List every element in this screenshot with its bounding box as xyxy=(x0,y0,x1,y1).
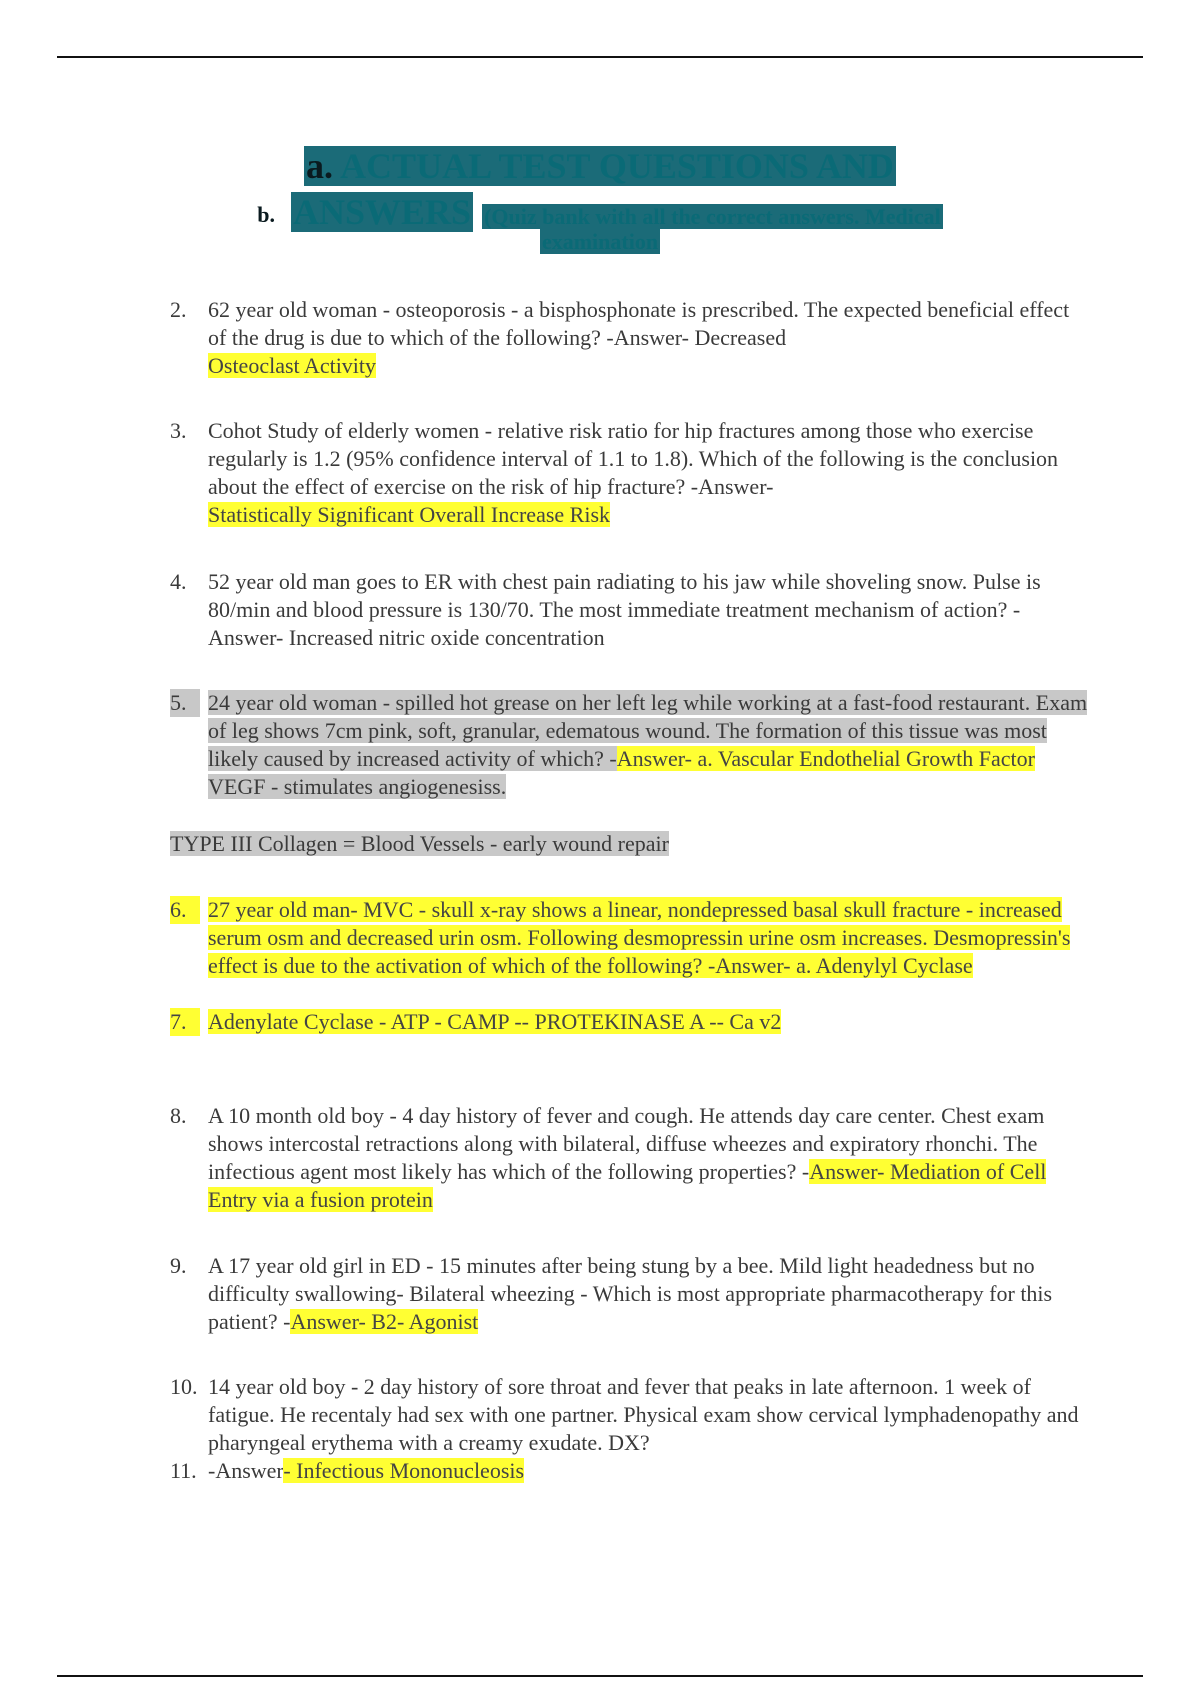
question-number: 9. xyxy=(170,1253,187,1278)
question-item xyxy=(170,689,1090,801)
answer-highlight: Answer- B2- Agonist xyxy=(290,1309,479,1334)
question-item xyxy=(170,1252,1090,1336)
top-rule xyxy=(57,56,1143,58)
question-number: 6. xyxy=(170,896,200,924)
question-number: 11. xyxy=(170,1458,197,1483)
title-answers: ANSWERS xyxy=(293,192,472,232)
question-number: 5. xyxy=(170,689,200,717)
question-item xyxy=(170,896,1090,980)
question-item xyxy=(170,1457,1090,1485)
question-number: 10. xyxy=(170,1374,198,1399)
question-text: 14 year old boy - 2 day history of sore throat and fever that peaks in late afternoon. 1 week of fatigue. He recentaly had sex with one partner. Physical exam show cervical lymphadenopathy and pharyngeal erythema with a creamy exudate. DX? xyxy=(208,1374,1079,1455)
question-text: 27 year old man- MVC - skull x-ray shows a linear, nondepressed basal skull fracture - increased serum osm and decreased urin osm. Following desmopressin urine osm increases. Desmopressin's effect is due to the activation of which of the following? -Answer- a. Adenylyl Cyclase xyxy=(208,897,1071,978)
answer-note: VEGF - stimulates angiogenesiss. xyxy=(208,774,507,799)
question-text: Adenylate Cyclase - ATP - CAMP -- PROTEKINASE A -- Ca v2 xyxy=(208,1009,782,1034)
question-number: 3. xyxy=(170,418,187,443)
answer-highlight: Answer- a. Vascular Endothelial Growth Factor xyxy=(616,746,1035,771)
question-item xyxy=(170,1373,1090,1457)
title-prefix: a. xyxy=(306,146,334,186)
answer-highlight: Answer- Mediation of Cell Entry via a fusion protein xyxy=(208,1159,1047,1212)
question-item xyxy=(170,296,1090,380)
question-item xyxy=(170,1008,810,1036)
question-item xyxy=(170,417,1090,529)
question-text: A 10 month old boy - 4 day history of fever and cough. He attends day care center. Chest exam shows intercostal retractions along with bilateral, diffuse wheezes and expiratory rhonchi. The infectious agent most likely has which of the following properties? - xyxy=(208,1103,1045,1184)
question-text: 52 year old man goes to ER with chest pain radiating to his jaw while shoveling snow. Pulse is 80/min and blood pressure is 130/70. The most immediate treatment mechanism of action? -Answer- Increased nitric oxide concentration xyxy=(208,569,1041,650)
question-number: 4. xyxy=(170,569,187,594)
question-text: -Answer xyxy=(208,1458,284,1483)
question-item xyxy=(170,568,1090,652)
title-subtitle: (Quiz bank with all the correct answers. Medical xyxy=(484,204,941,229)
bottom-rule xyxy=(57,1675,1143,1677)
title-text: ACTUAL TEST QUESTIONS AND xyxy=(340,146,894,186)
answer-highlight: Statistically Significant Overall Increase Risk xyxy=(208,502,611,527)
title-line-1 xyxy=(0,144,1200,188)
answer-note: TYPE III Collagen = Blood Vessels - early wound repair xyxy=(170,831,669,856)
title-examination: examination xyxy=(541,229,659,254)
question-text: 62 year old woman - osteoporosis - a bisphosphonate is prescribed. The expected beneficial effect of the drug is due to which of the following? -Answer- Decreased xyxy=(208,297,1070,350)
question-number: 2. xyxy=(170,297,187,322)
question-text: Cohot Study of elderly women - relative risk ratio for hip fractures among those who exercise regularly is 1.2 (95% confidence interval of 1.1 to 1.8). Which of the following is the conclusion about the effect of exercise on the risk of hip fracture? -Answer- xyxy=(208,418,1059,499)
question-number: 7. xyxy=(170,1008,200,1036)
answer-highlight: Osteoclast Activity xyxy=(208,353,377,378)
title-line-3 xyxy=(0,228,1200,256)
question-text: A 17 year old girl in ED - 15 minutes after being stung by a bee. Mild light headedness but no difficulty swallowing- Bilateral wheezing - Which is most appropriate pharmacotherapy for this patient? - xyxy=(208,1253,1053,1334)
title-letter: b. xyxy=(257,202,276,227)
question-item xyxy=(170,1102,1090,1214)
question-number: 8. xyxy=(170,1103,187,1128)
answer-note-row xyxy=(170,830,1090,858)
question-text: 24 year old woman - spilled hot grease on her left leg while working at a fast-food restaurant. Exam of leg shows 7cm pink, soft, granular, edematous wound. The formation of this tissue was most likely caused by increased activity of which? - xyxy=(208,690,1088,771)
answer-highlight: - Infectious Mononucleosis xyxy=(283,1458,525,1483)
